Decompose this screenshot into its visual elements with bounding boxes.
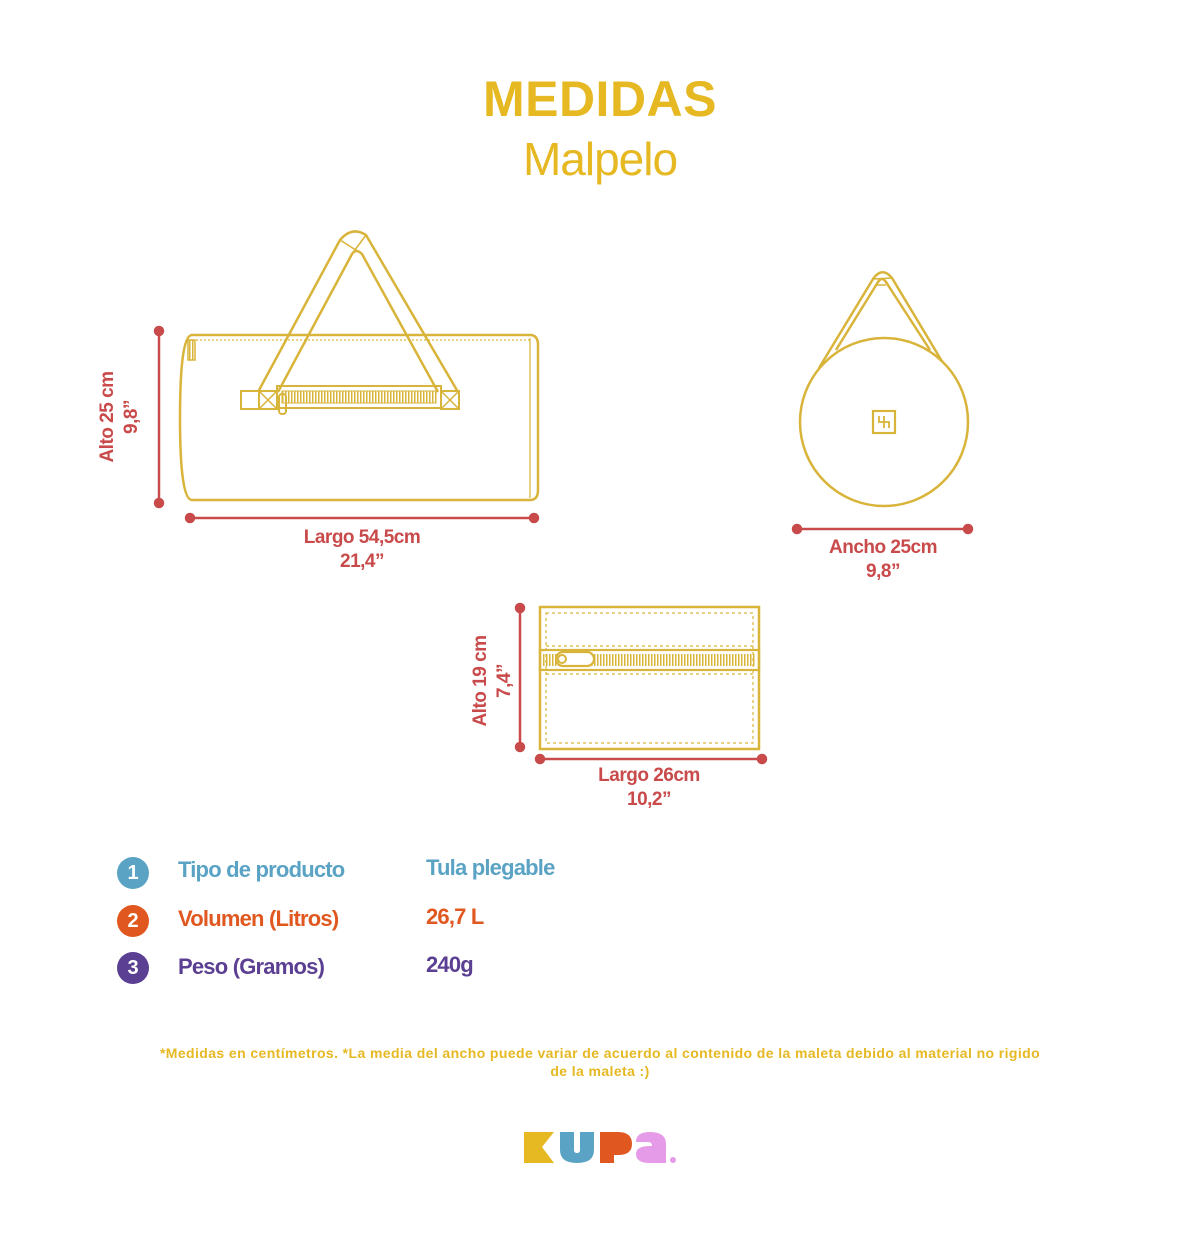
folded-pouch <box>540 607 759 749</box>
spec-value-weight: 240g <box>426 952 473 977</box>
folded-height-in: 7,4” <box>494 664 515 698</box>
footnote-line-1: *Medidas en centímetros. *La media del ancho puede variar de acuerdo al contenido de la maleta debido al material no rigido <box>159 1045 1041 1061</box>
spec-label-weight: Peso (Gramos) <box>178 954 325 979</box>
spec-badge-2: 2 <box>117 905 149 937</box>
side-length-label <box>262 526 462 574</box>
logo-letter-p <box>600 1132 632 1163</box>
side-height-label <box>96 357 144 477</box>
folded-view <box>540 607 759 749</box>
footnote-line-2: de la maleta :) <box>550 1063 650 1079</box>
side-height-in: 9,8” <box>121 400 142 434</box>
folded-length-label <box>549 764 749 812</box>
folded-length-in: 10,2” <box>627 789 671 810</box>
bag-body <box>180 335 538 500</box>
folded-length-cm: Largo 26cm <box>598 765 700 786</box>
end-width-in: 9,8” <box>866 561 900 582</box>
end-view <box>800 272 968 506</box>
side-view <box>180 231 538 500</box>
spec-badge-1: 1 <box>117 857 149 889</box>
strap-side <box>258 231 458 392</box>
end-width-cm: Ancho 25cm <box>829 537 937 558</box>
logo-letter-k <box>524 1132 554 1163</box>
spec-value-volume: 26,7 L <box>426 904 484 929</box>
page-title: MEDIDAS <box>482 71 718 127</box>
end-dimension-lines <box>793 525 972 533</box>
logo-letter-a <box>636 1132 676 1163</box>
side-height-cm: Alto 25 cm <box>97 371 118 463</box>
spec-value-product-type: Tula plegable <box>426 855 555 880</box>
footnote <box>60 1044 1140 1080</box>
product-name: Malpelo <box>522 133 678 185</box>
side-length-cm: Largo 54,5cm <box>303 527 421 548</box>
spec-label-product-type: Tipo de producto <box>178 857 345 882</box>
side-dimension-lines <box>155 327 538 522</box>
logo-letter-u <box>560 1132 594 1163</box>
spec-badge-3: 3 <box>117 952 149 984</box>
front-zipper <box>241 386 459 414</box>
folded-height-label <box>469 621 517 741</box>
folded-height-cm: Alto 19 cm <box>470 635 491 727</box>
folded-dimension-lines <box>516 604 766 763</box>
spec-label-volume: Volumen (Litros) <box>178 906 339 931</box>
end-width-label <box>783 536 983 584</box>
side-length-in: 21,4” <box>340 551 384 572</box>
kupa-logo <box>520 1128 680 1168</box>
